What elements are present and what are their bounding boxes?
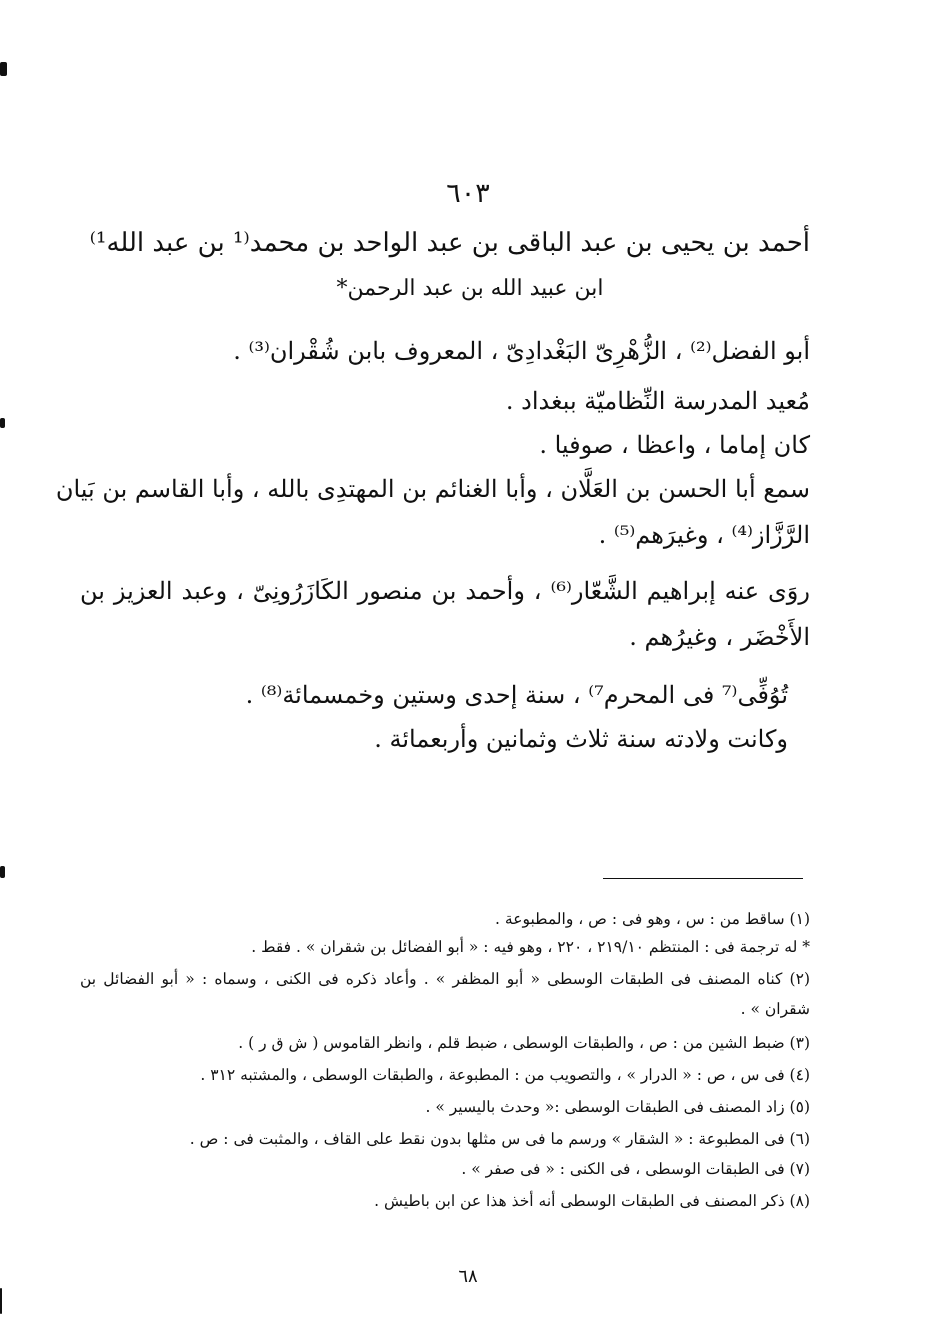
body-line-description: كان إماما ، واعظا ، صوفيا . bbox=[539, 431, 810, 459]
body-line-birth: وكانت ولادته سنة ثلاث وثمانين وأربعمائة . bbox=[374, 725, 788, 753]
scan-edge-mark bbox=[0, 1288, 2, 1314]
entry-title-line-2: ابن عبيد الله بن عبد الرحمن* bbox=[336, 276, 604, 301]
body-line-teachers-2: الرَّزَّاز⁽⁴⁾ ، وغيرَهم⁽⁵⁾ . bbox=[598, 521, 810, 549]
body-line-students-1: روَى عنه إبراهيم الشَّعّار⁽⁶⁾ ، وأحمد بن منصور الكَازَرُونِىّ ، وعبد العزيز بن bbox=[80, 577, 810, 605]
footnote: (١) ساقط من : س ، وهو فى : ص ، والمطبوعة . bbox=[495, 910, 810, 928]
body-line-kunya: أبو الفضل⁽²⁾ ، الزُّهْرِىّ البَغْدادِىّ ، المعروف بابن شُقْران⁽³⁾ . bbox=[233, 337, 810, 365]
scan-edge-mark bbox=[0, 866, 5, 878]
entry-title-line-1: أحمد بن يحيى بن عبد الباقى بن عبد الواحد بن محمد⁽¹ بن عبد الله¹⁾ bbox=[89, 228, 810, 258]
scan-edge-mark bbox=[0, 62, 7, 76]
footnote-separator bbox=[603, 878, 803, 879]
entry-number: ٦٠٣ bbox=[446, 178, 490, 209]
footnote: (٥) زاد المصنف فى الطبقات الوسطى :« وحدث باليسير » . bbox=[425, 1098, 810, 1116]
footnote: (٦) فى المطبوعة : « الشقار » ورسم ما فى س مثلها بدون نقط على القاف ، والمثبت فى : ص . bbox=[189, 1130, 810, 1148]
footnote: (٧) فى الطبقات الوسطى ، فى الكنى : « فى صفر » . bbox=[461, 1160, 810, 1178]
body-line-students-2: الأَخْضَر ، وغيرُهم . bbox=[629, 623, 810, 651]
footnote: (٨) ذكر المصنف فى الطبقات الوسطى أنه أخذ هذا عن ابن باطيش . bbox=[374, 1192, 810, 1210]
footnote: (٢) كناه المصنف فى الطبقات الوسطى « أبو المظفر » . وأعاد ذكره فى الكنى ، وسماه : « أبو الفضائل بن bbox=[80, 970, 810, 988]
footnote: (٤) فى س ، ص : « الدرار » ، والتصويب من : المطبوعة ، والطبقات الوسطى ، والمشتبه ٣١٢ . bbox=[200, 1066, 810, 1084]
page-number: ٦٨ bbox=[458, 1266, 478, 1287]
footnote: شقران » . bbox=[740, 1000, 810, 1018]
footnote: (٣) ضبط الشين من : ص ، والطبقات الوسطى ، ضبط قلم ، وانظر القاموس ( ش ق ر ) . bbox=[238, 1034, 810, 1052]
footnote: * له ترجمة فى : المنتظم ٢١٩/١٠ ، ٢٢٠ ، وهو فيه : « أبو الفضائل بن شقران » . فقط . bbox=[251, 938, 810, 956]
body-line-death: تُوُفِّى⁽⁷ فى المحرم⁷⁾ ، سنة إحدى وستين وخمسمائة⁽⁸⁾ . bbox=[245, 681, 788, 709]
scan-edge-mark bbox=[0, 418, 5, 428]
body-line-position: مُعيد المدرسة النِّظاميّة ببغداد . bbox=[505, 387, 810, 415]
body-line-teachers-1: سمع أبا الحسن بن العَلَّان ، وأبا الغنائم بن المهتدِى بالله ، وأبا القاسم بن بَيان bbox=[55, 475, 810, 503]
